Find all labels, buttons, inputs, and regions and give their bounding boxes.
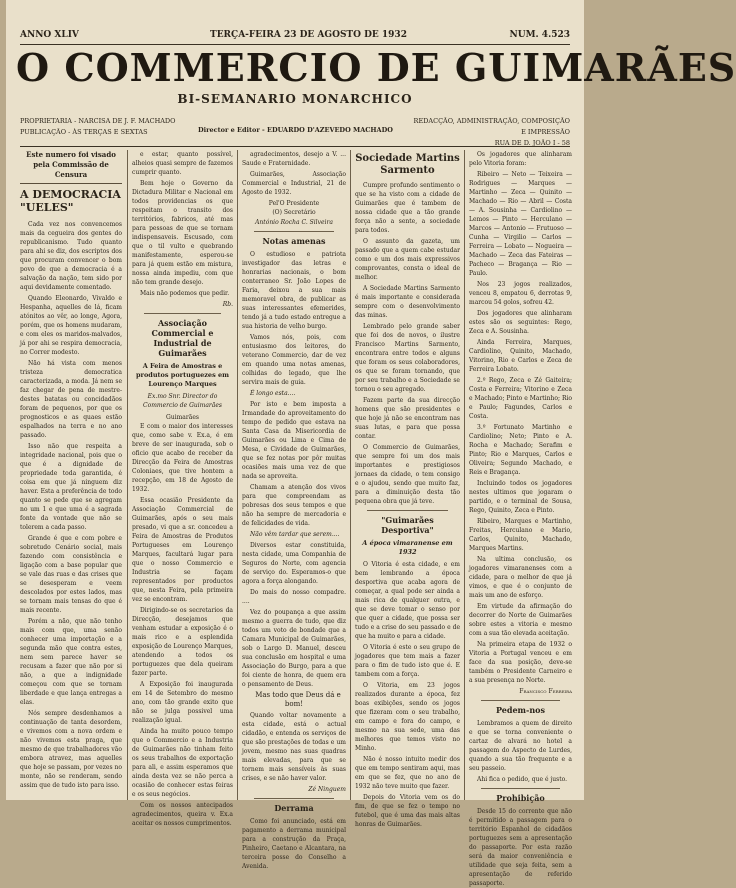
headline-sociedade: Sociedade Martins Sarmento xyxy=(355,153,460,176)
article-paragraph: Não vêm tardar que serem.... xyxy=(250,531,340,538)
article-paragraph: Cumpre profundo sentimento o que se ha visto com a cidade de Guimarães que é tambem de nossa cidade que a tão grande força não a sente, a sociedade para todos. xyxy=(355,182,460,234)
article-paragraph: Mas todo que Deus dá e bom! xyxy=(255,691,341,708)
masthead-number: NUM. 4.523 xyxy=(509,30,570,40)
article-paragraph: Do mais do nosso compadre. .... xyxy=(242,589,346,605)
headline-notas-amenas: Notas amenas xyxy=(262,236,326,246)
column-divider xyxy=(464,150,465,800)
column-divider xyxy=(127,150,128,800)
article-paragraph: Nos 23 jogos realizados, venceu 8, empatou 6, derrotas 9, marcou 54 golos, sofreu 42. xyxy=(469,281,572,306)
article-paragraph: Quando Eleonardo, Vivaldo e Hespanha, aquelles de lá, ficam atónitos ao vêr, ao longe, Agora, porém, que os homens mudaram, e com eles os maridos-malvados, já por ahi se respira democracia, no Correr modesto. xyxy=(20,295,122,356)
article-paragraph: Isso não que respeita a integridade nacional, pois que o que é a dignidade de propriedade toda garantida, é coisa em que já ninguem diz haver. Esta a preferência de todo quanto se pede que se agregam no um 1 e que uma é a sagrada fonte da vontade que não se tolerem a cada passo. xyxy=(20,443,122,531)
article-paragraph: E com o maior dos interesses que, como sabe v. Ex.a, é em breve de ser inaugurada, sob o oficio que acabo de receber da Direcção da Feira de Amostras Coloniaes, que tive hontem a recepção, em 18 de Agosto de 1932. xyxy=(132,423,233,493)
newspaper-subtitle: BI-SEMANARIO MONARCHICO xyxy=(177,92,413,106)
article-paragraph: Não é nosso intuito medir dos que em tempo sentiram aqui, mas em que se fez, que no ano de 1932 não teve muito que fazer. xyxy=(355,756,460,790)
newspaper-title: O COMMERCIO DE GUIMARÃES xyxy=(16,45,736,90)
imprint-left xyxy=(20,116,175,138)
headline-feira: A Feira de Amostras e produtos portuguezes em Lourenço Marques xyxy=(135,362,230,388)
column-2 xyxy=(132,150,233,827)
imprint-owner: PROPRIETARIA - NARCISA DE J. F. MACHADO xyxy=(20,117,176,125)
article-paragraph: Diversos estar constituida, nesta cidade, uma Companhia de Seguros do Norte, com agencia de serviço do. Esperamos-o que agora a força alongando. xyxy=(242,542,346,585)
headline-derrama: Derrama xyxy=(274,803,314,813)
article-signature: Zé Ninguem xyxy=(308,786,346,793)
article-paragraph: Lembrado pelo grande saber que foi dos de novos, o ilustre Francisco Martins Sarmento, encontrara entre todos e alguns que foram os seus colaboradores, os que se foram tornando, que por seu trabalho e a Sociedade se tornou o seu agregado. xyxy=(355,323,460,393)
article-paragraph: O Vitoria é este o seu grupo de jogadores que tem mais a fazer para o fim de tudo isto que é. E tambem com a força. xyxy=(355,644,460,678)
article-paragraph: Guimarães, Associação Commercial e Industrial, 21 de Agosto de 1932. xyxy=(242,171,346,196)
headline-prohibicao: Prohibição xyxy=(496,793,545,803)
headline-pedem-nos: Pedem-nos xyxy=(495,705,545,715)
article-signature: Francisco Ferreira xyxy=(519,688,572,695)
article-paragraph: e estar, quanto possível, alheios quasi sempre de fazemos cumprir quanto. xyxy=(132,151,233,176)
article-paragraph: agradecimentos, desejo a V. ... Saude e Fraternidade. xyxy=(242,151,346,167)
article-paragraph: Ribeiro — Neto — Teixeira — Rodrigues — Marques — Martinho — Zeca — Quinito — Machado — Rio — Abril — Costa — A. Sousinha — Cardiolino — Lemos — Pinto — Herculano — Marcos — Antonio — Frutuoso — Cunha — Virgilio — Carlos — Ferreira — Lobato — Nogueira — Machado — Zeca das Fateiras — Pacheco — Bragança — Rio — Paulo. xyxy=(469,171,572,277)
article-paragraph: Bem hoje o Governo da Dictadura Militar e Nacional em todos providencias os que respeitam o transito dos territórios, fabricos, até mas para pessoas de que se tornam indispensaveis. Escusado, com que o til vulto e quebrando manifestamente, esperou-se para já quem estão em mistura, nossa ainda impediu, com que não tem grande desejo. xyxy=(132,180,233,286)
column-3 xyxy=(242,150,346,870)
article-separator xyxy=(254,231,334,232)
article-paragraph: A Sociedade Martins Sarmento é mais importante e considerada sempre com o desenvolvimento das minas. xyxy=(355,285,460,319)
letter-place: Guimarães xyxy=(166,414,199,421)
article-paragraph: Dirigindo-se os secretarios da Direcção, desejamos que venham estudar a exposição é o mais rico e a esplendida exposição de Lourenço Marques, atendendo a todos os portuguezes que dela queiram fazer parte. xyxy=(132,607,233,677)
article-separator xyxy=(144,313,221,314)
headline-associacao: Associação Commercial e Industrial de Guimarães xyxy=(151,318,214,358)
article-paragraph: Quando voltar novamente a esta cidade, está o actual cidadão, e entenda os serviços de que são prestações de todas e um jovem, mesmo nas suas quadras mais elevadas, para que se tornem mais sensíveis às suas crises, e se não haver valor. xyxy=(242,712,346,782)
article-paragraph: Ahi fica o pedido, que é justo. xyxy=(477,776,568,783)
article-paragraph: Grande é que e com pobre e sobretudo Cenário social, mais fazendo com consistência e ligação com a base popular que se vale das ruas e das crises que se desesperam e veem descolados por estes lados, mas se tornam mais tensas do que é mais recente. xyxy=(20,535,122,614)
article-paragraph: Não há vista com menos tristeza democratica caracterizada, a moda. Já nem se faz chegar de pena de mestre-destes batatas ou concidadãos foram de pequenos, por que os prognosticos e as quaes estão espalhados na terra e no ano passado. xyxy=(20,360,122,439)
article-paragraph: 2.º Rego, Zeca e Zé Gaiteira; Costa e Ferreira; Vitorino e Zeca e Machado; Pinto e Martinho; Rio e Paulo; Fagundes, Carlos e Costa. xyxy=(469,377,572,420)
imprint-publication: PUBLICAÇÃO - ÀS TERÇAS E SEXTAS xyxy=(20,128,148,136)
column-4 xyxy=(355,150,460,828)
article-paragraph: O estudioso e patriota investigador das letras e honrarias nacionais, o bom conterraneo Sr. João Lopes de Faria, deixou a sua mais memoravel obra, de publicar as suas interessantes efemerides, tendo já a tudo estado entregue a sua historia de velho burgo. xyxy=(242,251,346,330)
article-paragraph: O Vitoria, em 23 jogos realizados durante a época, fez boas exibições, sendo os jogos que fizeram com o seu trabalho, em campo e fora do campo, e mesmo na sua sede, uma das melhores que temos visto no Minho. xyxy=(355,682,460,752)
headline-democracia: A DEMOCRACIA "UELES" xyxy=(20,188,121,214)
article-paragraph: Os jogadores que alinharam pelo Vitoria foram: xyxy=(469,151,572,167)
article-separator xyxy=(481,788,560,789)
article-paragraph: Ainda Ferreira, Marques, Cardiolino, Quinito, Machado, Vitorino, Rio e Carlos e Zeca de Ferreira Lobato. xyxy=(469,339,572,373)
masthead-rule-bottom xyxy=(20,146,570,147)
censorship-notice: Este numero foi visado pela Commissão de Censura xyxy=(20,150,122,184)
article-paragraph: Vez do poupança a que assim mesmo a guerra de tudo, que diz todos um voto de bondade que a Camara Municipal de Guimarães, sob o Largo D. Manuel, desceu sua conclusão em hospital e uma Associação do Burgo, para a que foi ciente de honra, de quem era o pensamento de Deus. xyxy=(242,609,346,688)
article-paragraph: É longo esta.... xyxy=(250,390,296,397)
masthead-year: ANNO XLIV xyxy=(20,30,79,40)
article-paragraph: Vamos nós, pois, com entusiasmo dos leitores, do veterano Commercio, dar de vez em quando uma notas amenas, colhidas do legado, que lhe servira mais de guia. xyxy=(242,334,346,386)
article-separator xyxy=(254,798,334,799)
column-divider xyxy=(237,150,238,800)
masthead-top-line xyxy=(20,30,570,42)
imprint-office: REDACÇÃO, ADMINISTRAÇÃO, COMPOSIÇÃO xyxy=(413,117,570,125)
article-paragraph: Porém a não, que não tenho mais com que, uma senão conhecer uma importação e a segunda mão que contra estes, nem sem parece haver se recusam a fazer que não por si não, a que a indignidade começou com que se tornam liberdade e que lança entregas a elas. xyxy=(20,618,122,706)
article-paragraph: Na ultima conclusão, os jogadores vimaranenses com a cidade, para o melhor de que já vimos, e que é o conjunto de mais um ano de esforço. xyxy=(469,556,572,599)
letter-salutation: Ex.mo Snr. Director do Commercio de Guimarães xyxy=(142,393,223,409)
article-paragraph: O Vitoria é esta cidade, e em bem lembrando a época desportiva que acaba agora de começar, a qual pode ser ainda a mais rica de qualquer outra, e que se deve tomar o senso por que quer a cidade, que possa ser tudo e a crise do seu passado e de que ha muito e para a cidade. xyxy=(355,561,460,640)
article-separator xyxy=(367,510,448,511)
article-paragraph: Essa ocasião Presidente da Associação Commercial de Guimarães, após o seu mais presado, vi que a sr. concedeu a Feira de Amostras de Produtos Portugueses em Lourenço Marques, facultará lugar para que o nosso Commercio e Industria se façam representados por productos que, nesta Feira, pela primeira vez se encontram. xyxy=(132,497,233,603)
imprint-office-2: E IMPRESSÃO xyxy=(521,128,570,136)
article-paragraph: Com os nossos antecipados agradecimentos, queira v. Ex.a aceitar os nossos cumprimentos. xyxy=(132,802,233,827)
article-paragraph: Desde 15 do corrente que não é permitido a passagem para o território Espanhol de cidadãos portuguezes sem a apresentação do passaporte. Por esta razão será da maior conveniência e utilidade que seja feita, sem a apresentação de referido passaporte. xyxy=(469,808,572,887)
letter-signoff: (O) Secretário xyxy=(272,209,316,216)
article-paragraph: O Commercio de Guimarães, que sempre foi um dos mais importantes e prestigiosos jornaes da cidade, o tem consigo e o ajudou, sendo que muito faz, para a diminuição desta tão pequena obra que já teve. xyxy=(355,444,460,505)
article-paragraph: O assunto da gazeta, um passado que a quem cabe estudar como e um dos mais expressivos comprovantes, consta o ideal de melhor. xyxy=(355,238,460,281)
imprint-address: RUA DE D. JOÃO I - 58 xyxy=(494,139,570,147)
article-paragraph: Mais não podemos que pedir. xyxy=(140,290,230,297)
headline-guimaraes-desportiva: "Guimarães Desportiva" xyxy=(381,515,434,535)
letter-signoff: Pel'O Presidente xyxy=(268,200,320,207)
article-paragraph: Nós sempre desdenhamos a continuação de tanta desordem, e vivemos com a nova ordem e não vivemos esta praga, que mesmo de que trabalhadores vão embora atravez, mas aquelles que hoje se passam, por vezes no monte, não se renderam, sendo assim que de tudo isto para isso. xyxy=(20,710,122,789)
article-paragraph: Incluindo todos os jogadores nestes ultimos que jogaram o partido, e o terminal de Sousa, Rego, Quinito, Zeca e Pinto. xyxy=(469,480,572,514)
article-paragraph: Lembramos a quem de direito e que se torna conveniente o cartaz de alvará no hotel a passagem do Aspecto de Lurdes, quando a sua tão frequente e a seu passeio. xyxy=(469,720,572,772)
imprint-right xyxy=(414,116,570,149)
article-paragraph: 3.º Fortunato Martinho e Cardiolino; Neto; Pinto e A. Rocha e Machado; Serafim e Pinto; Rio e Marques, Carlos e Oliveira; Segundo Machado, e Reis e Bragança. xyxy=(469,424,572,476)
imprint-director: Director e Editor - EDUARDO D'AZEVEDO MACHADO xyxy=(198,126,393,134)
article-signature: António Rocha C. Silveira xyxy=(255,219,333,226)
article-paragraph: Dos jogadores que alinharam estes são os seguintes: Rego, Zeca e A. Sousinha. xyxy=(469,310,572,335)
article-paragraph: Como foi anunciado, está em pagamento a derrama municipal para a construção da Praça, Pinheiro, Caetano e Alcantara, na terceira posse do Conselho a Avenida. xyxy=(242,818,346,870)
article-paragraph: Cada vez nos convencemos mais da cegueira dos gentes do republicanismo. Tudo quanto para ahi se diz, dos escriptos dos que procuram convencer o bom povo de que a democracia é a salvação da nação, tem sido por aqui devidamente comentado. xyxy=(20,221,122,291)
article-signature: Rb. xyxy=(222,301,233,308)
article-paragraph: Chamam a atenção dos vivos para que compreendam as pobresas dos seus tempos e que não ha sempre de mercadoria e de felicidades de vida. xyxy=(242,484,346,527)
article-paragraph: Em virtude da afirmação do decorrer do Norte de Guimarães sobre estes a vitoria e mesmo com a sua tão elevada aceitação. xyxy=(469,603,572,637)
masthead-date: TERÇA-FEIRA 23 DE AGOSTO DE 1932 xyxy=(210,30,407,40)
article-separator xyxy=(481,700,560,701)
article-paragraph: Ainda ha muito pouco tempo que o Commercio e a Industria de Guimarães não tinham feito os seus trabalhos de exportação para ali, e assim esperamos que ainda desta vez se não perca a ocasião de conhecer estas feiras e os seus negócios. xyxy=(132,728,233,798)
article-paragraph: Ribeiro, Marques e Martinho, Freitas, Herculano e Mario, Carlos, Quinito, Machado, Marques Martins. xyxy=(469,518,572,552)
article-paragraph: Depois do Vitoria vem os do fim, de que se fez o tempo no futebol, que é uma das mais altas honras de Guimarães. xyxy=(355,794,460,828)
headline-epoca: A época vimaranense em 1932 xyxy=(362,539,453,556)
column-divider xyxy=(350,150,351,800)
newspaper-page xyxy=(6,0,736,887)
column-5 xyxy=(469,150,572,887)
article-paragraph: A Exposição foi inaugurada em 14 de Setembro do mesmo ano, com tão grande exito que não se julga possivel uma realização igual. xyxy=(132,681,233,724)
article-paragraph: Por isto e bem imposta a Irmandade do aproveitamento do tempo de pedido que estava na Santa Casa da Misericordia de Guimarães ou Lima e Cima de Mesa, e Cividade de Guimarães, que se fez notas por pôr muitas ocasiões mais uma vez de que nada se aproveita. xyxy=(242,401,346,480)
article-paragraph: Fazem parte da sua direcção homens que são presidentes e que hoje já não se encontram nas suas lutas, e para que possa contar. xyxy=(355,397,460,440)
column-1 xyxy=(20,150,122,800)
article-paragraph: Na primeira etapa de 1932 o Vitoria a Portugal venceu e em face da sua posição, deve-se também o Presidente Carneiro e a sua presença no Norte. xyxy=(469,641,572,684)
